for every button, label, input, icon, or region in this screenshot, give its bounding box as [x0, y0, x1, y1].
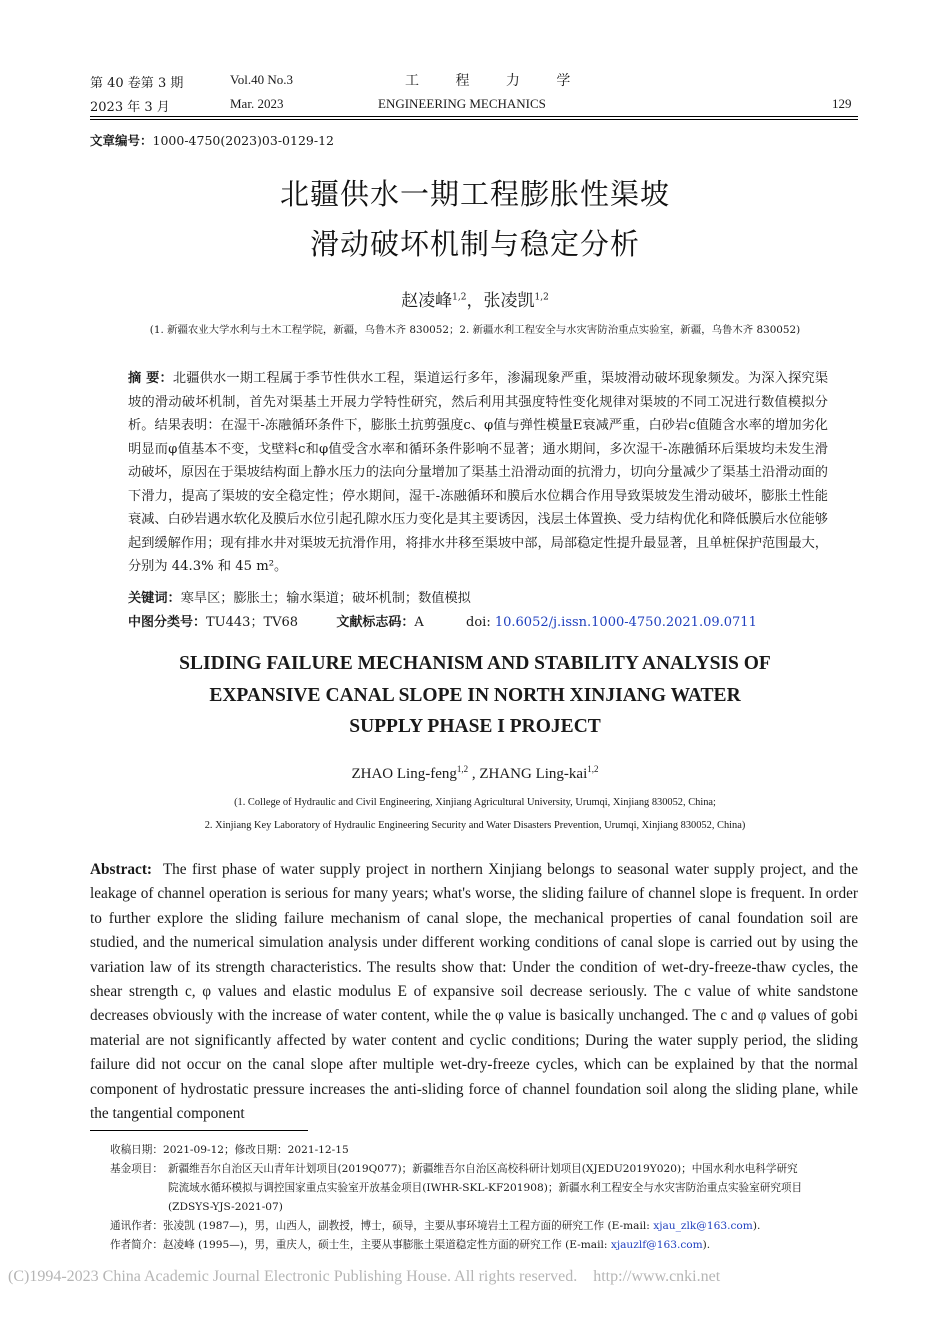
- header-volume-cn: 第 40 卷第 3 期: [90, 76, 184, 91]
- abstract-en-text: The first phase of water supply project in northern Xinjiang belongs to seasonal water supply project, and the leakage of channel operation is serious for many years; what's worse, the sliding failure of channel slope is frequent. In order to further explore the sliding failure mechanism of canal slope, the mechanical properties of canal foundation soil are studied, and the numerical simulation analysis under different working conditions of canal slope is carried out by using the variation law of its strength characteristics. The results show that: Under the condition of wet-dry-freeze-thaw cycles, the shear strength c, φ values and elastic modulus E of expansive soil decrease seriously. The c value of white sandstone decreases obviously with the increase of water content, while the φ value is basically unchanged. The c and φ values of gobi material are not significantly affected by water content and cyclic conditions; During the water supply period, the sliding failure did not occur on the canal slope after multiple wet-dry-freeze cycles, which can be explained by that the normal component of hydrostatic pressure increases the anti-sliding force of channel foundation soil along the sliding plane, while the tangential component: [90, 861, 858, 1123]
- footnote-rule: [90, 1130, 308, 1131]
- author-bio-text: 赵凌峰 (1995—)，男，重庆人，硕士生，主要从事膨胀土渠道稳定性方面的研究工作 (E-mail:: [162, 1239, 611, 1251]
- affiliation-cn: (1. 新疆农业大学水利与土木工程学院，新疆，乌鲁木齐 830052；2. 新疆水利工程安全与水灾害防治重点实验室，新疆，乌鲁木齐 830052): [149, 324, 801, 336]
- affiliation-en-1: (1. College of Hydraulic and Civil Engineering, Xinjiang Agricultural University, Urumqi, Xinjiang 830052, China;: [234, 797, 716, 808]
- author-cn-1: 赵凌峰: [401, 291, 453, 311]
- header-page-number: 129: [832, 96, 852, 111]
- footnote-received: 收稿日期：2021-09-12；修改日期：2021-12-15: [110, 1144, 349, 1156]
- footnote-fund-line-3: (ZDSYS-YJS-2021-07): [168, 1201, 283, 1213]
- header-journal-cn: 工 程 力 学: [405, 73, 587, 89]
- footnote-fund-line-2: 院流域水循环模拟与调控国家重点实验室开放基金项目(IWHR-SKL-KF201908)；新疆水利工程安全与水灾害防治重点实验室研究项目: [168, 1182, 803, 1194]
- title-en-line-3: SUPPLY PHASE I PROJECT: [349, 716, 601, 737]
- footnote-fund-label: 基金项目：: [110, 1163, 163, 1175]
- abstract-cn-label: 摘 要：: [128, 371, 173, 386]
- author-en-1-affil: 1,2: [456, 764, 469, 774]
- author-cn-2-affil: 1,2: [534, 292, 549, 303]
- clc-label: 中图分类号：: [128, 615, 207, 630]
- corresponding-email-link[interactable]: xjau_zlk@163.com: [653, 1220, 753, 1232]
- author-separator: ，: [466, 291, 484, 311]
- author-en-2: ZHANG Ling-kai: [479, 766, 588, 782]
- affiliation-en-2: 2. Xinjiang Key Laboratory of Hydraulic Engineering Security and Water Disasters Prevention, Urumqi, Xinjiang 830052, China): [204, 820, 746, 831]
- article-number-label: 文章编号：: [90, 133, 153, 148]
- footnote-fund-line-1: 新疆维吾尔自治区天山青年计划项目(2019Q077)；新疆维吾尔自治区高校科研计划项目(XJEDU2019Y020)；中国水利水电科学研究: [168, 1163, 798, 1175]
- abstract-en-label: Abstract:: [90, 861, 153, 878]
- classification-line: [128, 611, 757, 630]
- header-journal-en: ENGINEERING MECHANICS: [378, 96, 546, 111]
- keywords-cn-label: 关键词：: [128, 591, 181, 606]
- author-cn-2: 张凌凯: [483, 291, 535, 311]
- article-number: [90, 131, 334, 149]
- document-code-value: A: [414, 615, 424, 630]
- author-bio-end: ).: [702, 1239, 711, 1251]
- abstract-cn: [128, 367, 828, 579]
- header-rule-bottom: [90, 119, 858, 120]
- author-email-link[interactable]: xjauzlf@163.com: [610, 1239, 703, 1251]
- abstract-en: [90, 858, 858, 1126]
- keywords-cn-text: 寒旱区；膨胀土；输水渠道；破坏机制；数值模拟: [180, 591, 471, 606]
- author-en-1: ZHAO Ling-feng: [351, 766, 457, 782]
- cnki-watermark: (C)1994-2023 China Academic Journal Electronic Publishing House. All rights reserved. http://www.cnki.net: [8, 1268, 721, 1285]
- clc-value: TU443；TV68: [206, 615, 299, 630]
- title-cn-line-2: 滑动破坏机制与稳定分析: [309, 227, 640, 261]
- header-volume-en: Vol.40 No.3: [230, 72, 293, 87]
- footnote-author-bio: [110, 1236, 710, 1255]
- corresponding-text: 张凌凯 (1987—)，男，山西人，副教授，博士，硕导，主要从事环境岩土工程方面的研究工作 (E-mail:: [162, 1220, 654, 1232]
- corresponding-label: 通讯作者：: [110, 1220, 163, 1232]
- title-en-line-1: SLIDING FAILURE MECHANISM AND STABILITY ANALYSIS OF: [179, 653, 771, 674]
- corresponding-end: ).: [752, 1220, 761, 1232]
- authors-cn: [0, 286, 950, 311]
- title-cn-line-1: 北疆供水一期工程膨胀性渠坡: [279, 177, 670, 211]
- abstract-cn-text: 北疆供水一期工程属于季节性供水工程，渠道运行多年，渗漏现象严重，渠坡滑动破坏现象频发。为深入探究渠坡的滑动破坏机制，首先对渠基土开展力学特性研究，然后利用其强度特性变化规律对渠坡的不同工况进行数值模拟分析。结果表明：在湿干-冻融循环条件下，膨胀土抗剪强度c、φ值与弹性模量E衰减严重，白砂岩c值随含水率的增加劣化明显而φ值基本不变，戈壁料c和φ值受含水率和循环条件影响不显著；通水期间，多次湿干-冻融循环后渠坡均未发生滑动破坏，原因在于渠坡结构面上静水压力的法向分量增加了渠基土沿滑动面的抗滑力，切向分量减少了渠基土沿滑动面的下滑力，提高了渠坡的安全稳定性；停水期间，湿干-冻融循环和膜后水位耦合作用导致渠坡发生滑动破坏，膨胀土性能衰减、白砂岩遇水软化及膜后水位引起孔隙水压力变化是其主要诱因，浅层土体置换、受力结构优化和降低膜后水位能够起到缓解作用；现有排水井对渠坡无抗滑作用，将排水井移至渠坡中部，局部稳定性提升最显著，且单桩保护范围最大，分别为 44.3% 和 45 m²。: [128, 371, 829, 574]
- header-rule-top: [90, 116, 858, 117]
- article-number-value: 1000-4750(2023)03-0129-12: [152, 133, 334, 148]
- doi-link[interactable]: 10.6052/j.issn.1000-4750.2021.09.0711: [494, 615, 757, 630]
- authors-en: [0, 764, 950, 783]
- keywords-cn: [128, 587, 471, 606]
- doi-label: doi:: [466, 615, 491, 630]
- author-cn-1-affil: 1,2: [452, 292, 467, 303]
- document-code-label: 文献标志码：: [336, 615, 415, 630]
- header-date-cn: 2023 年 3 月: [90, 100, 170, 115]
- author-en-separator: ,: [468, 766, 480, 782]
- title-en-line-2: EXPANSIVE CANAL SLOPE IN NORTH XINJIANG WATER: [209, 685, 741, 706]
- author-en-2-affil: 1,2: [587, 764, 599, 774]
- header-date-en: Mar. 2023: [230, 96, 284, 111]
- footnote-corresponding: [110, 1217, 760, 1236]
- author-bio-label: 作者简介：: [110, 1239, 163, 1251]
